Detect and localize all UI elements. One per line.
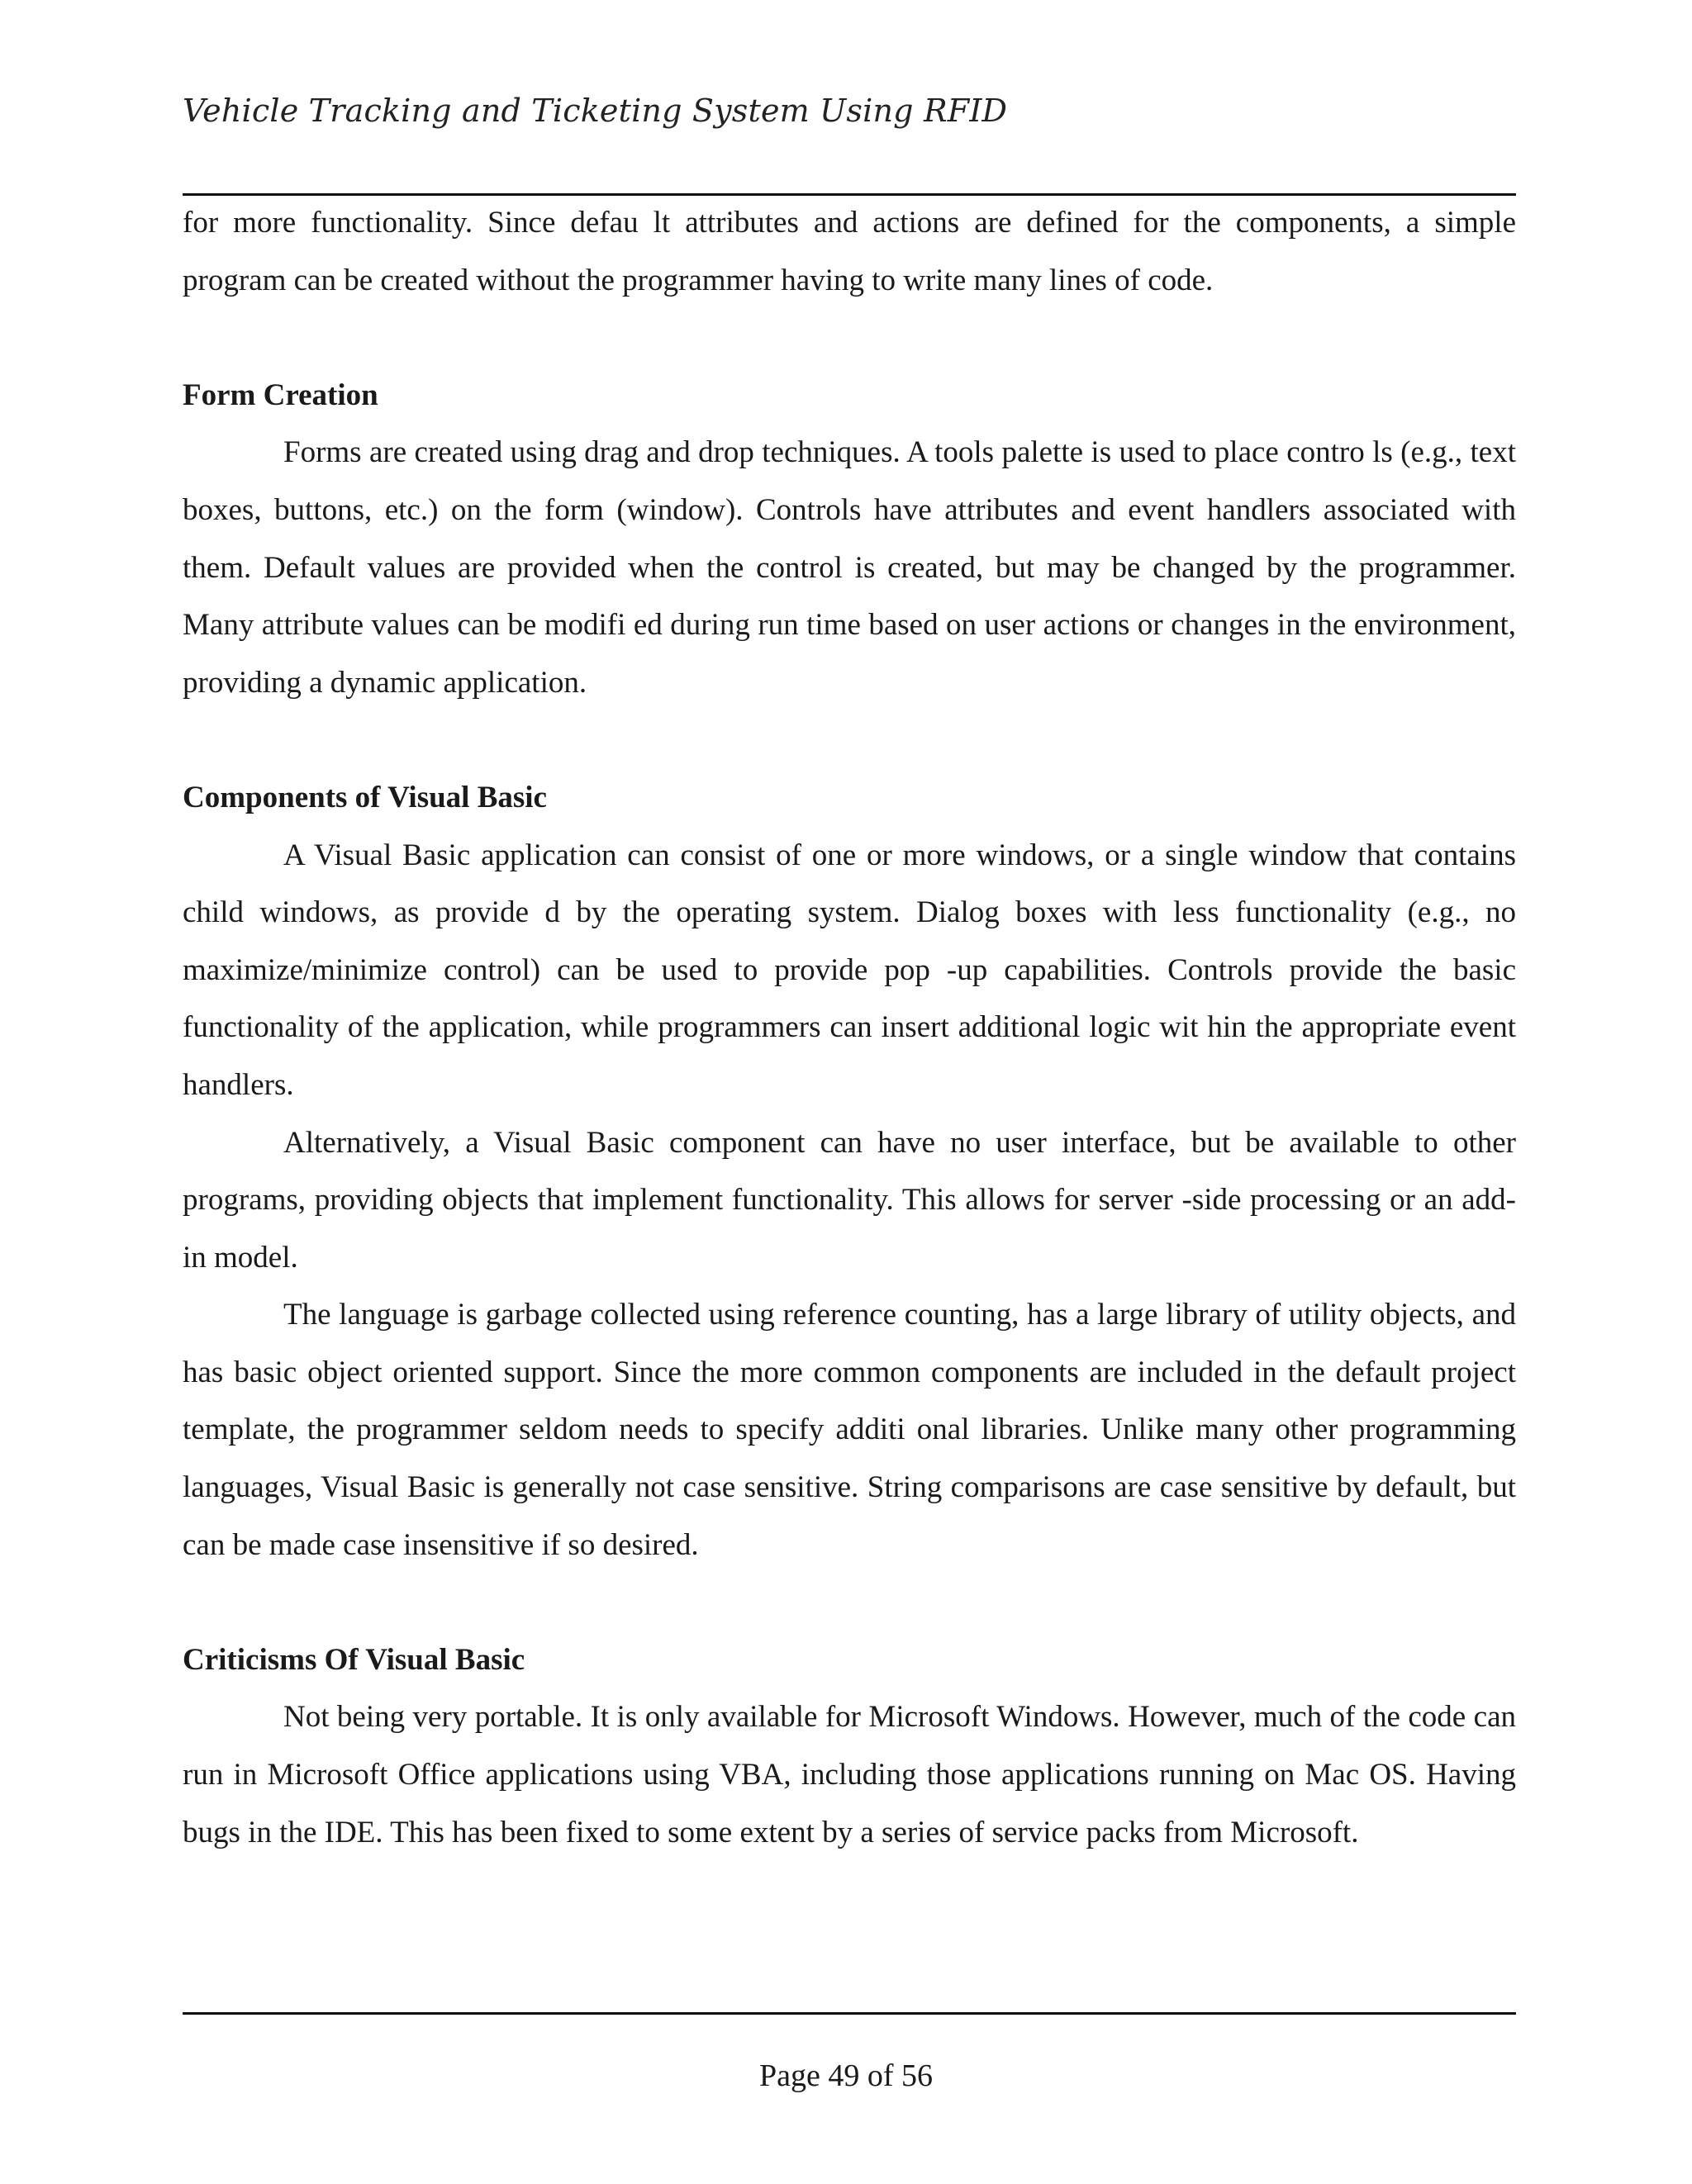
paragraph-form-creation: Forms are created using drag and drop techniques. A tools palette is used to place contro ls (e.g., text boxes, buttons, etc.) on the form (window). Controls have attributes and event handlers associated with them. Default values are provided when the control is created, but may be changed by the programmer. Many attribute values can be modifi ed during run time based on user actions or changes in the environment, providing a dynamic application. [183,435,1516,700]
running-header: Vehicle Tracking and Ticketing System Using RFID [183,93,1008,129]
paragraph-components-3: The language is garbage collected using reference counting, has a large library of utility objects, and has basic object oriented support. Since the more common components are included in the default project template, the programmer seldom needs to specify additi onal libraries. Unlike many other programming languages, Visual Basic is generally not case sensitive. String comparisons are case sensitive by default, but can be made case insensitive if so desired. [183,1298,1516,1562]
intro-paragraph: for more functionality. Since defau lt attributes and actions are defined for the components, a simple program can be created without the programmer having to write many lines of code. [183,206,1516,297]
paragraph-components-1: A Visual Basic application can consist of one or more windows, or a single window that contains child windows, as provide d by the operating system. Dialog boxes with less functionality (e.g., no maximize/minimize control) can be used to provide pop -up capabilities. Controls provide the basic functionality of the application, while programmers can insert additional logic wit hin the appropriate event handlers. [183,838,1516,1102]
page-number: Page 49 of 56 [758,2058,934,2093]
page-body [183,194,1516,1861]
heading-criticisms-of-visual-basic: Criticisms Of Visual Basic [183,1642,525,1677]
footer-rule [183,2012,1516,2015]
paragraph-components-2: Alternatively, a Visual Basic component can have no user interface, but be available to other programs, providing objects that implement functionality. This allows for server -side processing or an add-in model. [183,1125,1516,1275]
heading-components-of-visual-basic: Components of Visual Basic [183,780,547,814]
paragraph-criticisms: Not being very portable. It is only available for Microsoft Windows. However, much of the code can run in Microsoft Office applications using VBA, including those applications running on Mac OS. Having bugs in the IDE. This has been fixed to some extent by a series of service packs from Microsoft. [183,1700,1516,1849]
heading-form-creation: Form Creation [183,377,378,412]
